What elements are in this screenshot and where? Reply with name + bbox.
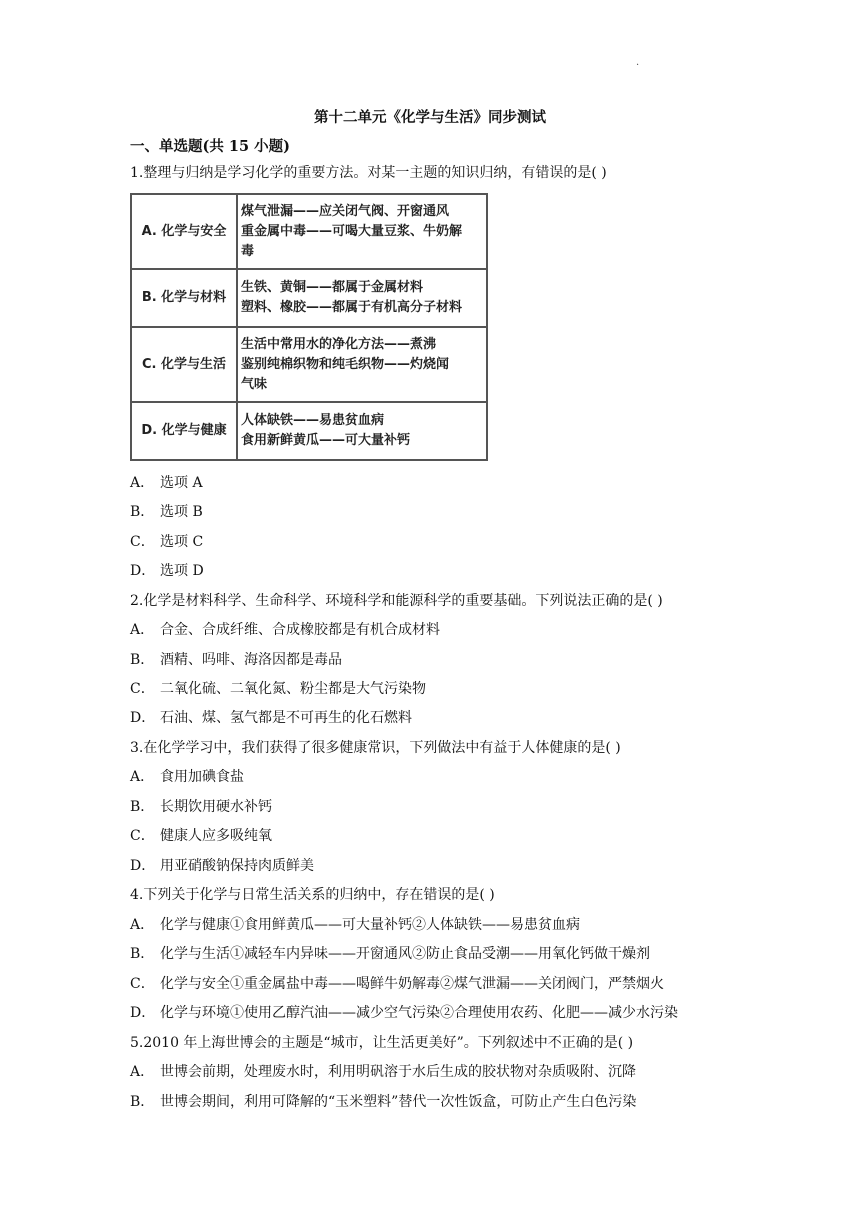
option-text: 化学与生活①减轻车内异味——开窗通风②防止食品受潮——用氧化钙做干燥剂 <box>160 946 650 962</box>
row-line: 重金属中毒——可喝大量豆浆、牛奶解 <box>241 223 463 239</box>
option-text: 选项 A <box>160 475 203 491</box>
corner-mark: · <box>636 60 640 71</box>
option-text: 用亚硝酸钠保持肉质鲜美 <box>160 858 314 874</box>
row-line: 煤气泄漏——应关闭气阀、开窗通风 <box>241 203 450 219</box>
question-4-stem: 4.下列关于化学与日常生活关系的归纳中，存在错误的是( ) <box>130 887 495 903</box>
option-a[interactable] <box>130 621 440 639</box>
option-d[interactable] <box>130 857 314 875</box>
option-label: C． <box>130 976 155 992</box>
option-c[interactable] <box>130 975 664 993</box>
question-1-stem: 1.整理与归纳是学习化学的重要方法。对某一主题的知识归纳，有错误的是( ) <box>130 165 607 181</box>
option-b[interactable] <box>130 798 272 816</box>
option-text: 健康人应多吸纯氧 <box>160 828 272 844</box>
option-b[interactable] <box>130 1093 636 1111</box>
option-label: A． <box>130 769 155 785</box>
option-b[interactable] <box>130 945 650 963</box>
option-text: 食用加碘食盐 <box>160 769 244 785</box>
question-3-stem: 3.在化学学习中，我们获得了很多健康常识，下列做法中有益于人体健康的是( ) <box>130 740 621 756</box>
question-5-stem: 5.2010 年上海世博会的主题是“城市，让生活更美好”。下列叙述中不正确的是( ) <box>130 1035 634 1051</box>
row-line: 气味 <box>241 376 268 392</box>
option-d[interactable] <box>130 709 412 727</box>
row-line: 生铁、黄铜——都属于金属材料 <box>241 280 424 295</box>
option-d[interactable] <box>130 1004 678 1022</box>
option-text: 世博会期间，利用可降解的“玉米塑料”替代一次性饭盒，可防止产生白色污染 <box>160 1094 637 1110</box>
row-content <box>237 402 487 460</box>
option-text: 化学与安全①重金属盐中毒——喝鲜牛奶解毒②煤气泄漏——关闭阀门，严禁烟火 <box>160 976 664 992</box>
option-label: B． <box>130 1094 155 1110</box>
option-text: 石油、煤、氢气都是不可再生的化石燃料 <box>160 710 412 726</box>
table-row <box>131 194 487 269</box>
option-label: C． <box>130 681 155 697</box>
option-text: 化学与环境①使用乙醇汽油——减少空气污染②合理使用农药、化肥——减少水污染 <box>160 1005 678 1021</box>
option-b[interactable] <box>130 651 342 669</box>
option-label: B． <box>130 799 155 815</box>
option-label: B． <box>130 652 155 668</box>
option-d[interactable] <box>130 562 204 580</box>
option-a[interactable] <box>130 1063 636 1081</box>
option-label: D． <box>130 710 156 726</box>
option-label: A． <box>130 475 155 491</box>
row-content <box>237 327 487 402</box>
row-label: C. 化学与生活 <box>131 327 237 402</box>
table-row <box>131 402 487 460</box>
option-text: 二氧化硫、二氧化氮、粉尘都是大气污染物 <box>160 681 426 697</box>
row-label: B. 化学与材料 <box>131 269 237 327</box>
option-a[interactable] <box>130 916 580 934</box>
option-c[interactable] <box>130 827 272 845</box>
option-label: A． <box>130 1064 155 1080</box>
option-label: B． <box>130 504 155 520</box>
table-row <box>131 327 487 402</box>
option-label: A． <box>130 622 155 638</box>
row-line: 生活中常用水的净化方法——煮沸 <box>241 336 437 352</box>
option-text: 长期饮用硬水补钙 <box>160 799 272 815</box>
section-heading: 一、单选题(共 15 小题) <box>130 138 290 155</box>
option-label: C． <box>130 534 155 550</box>
option-text: 酒精、吗啡、海洛因都是毒品 <box>160 652 342 668</box>
row-line: 毒 <box>241 243 255 259</box>
option-text: 选项 B <box>160 504 203 520</box>
option-label: A． <box>130 917 155 933</box>
question-2-stem: 2.化学是材料科学、生命科学、环境科学和能源科学的重要基础。下列说法正确的是( ) <box>130 593 663 609</box>
option-text: 选项 D <box>160 563 204 579</box>
option-a[interactable] <box>130 474 203 492</box>
option-text: 世博会前期，处理废水时，利用明矾溶于水后生成的胶状物对杂质吸附、沉降 <box>160 1064 636 1080</box>
row-content <box>237 269 487 327</box>
option-label: D． <box>130 858 156 874</box>
option-a[interactable] <box>130 768 244 786</box>
option-c[interactable] <box>130 533 203 551</box>
row-label: D. 化学与健康 <box>131 402 237 460</box>
option-label: B． <box>130 946 155 962</box>
row-line: 食用新鲜黄瓜——可大量补钙 <box>241 433 411 448</box>
option-label: C． <box>130 828 155 844</box>
document-title: 第十二单元《化学与生活》同步测试 <box>314 109 546 126</box>
row-line: 鉴别纯棉织物和纯毛织物——灼烧闻 <box>241 356 450 372</box>
option-text: 化学与健康①食用鲜黄瓜——可大量补钙②人体缺铁——易患贫血病 <box>160 917 580 933</box>
option-text: 合金、合成纤维、合成橡胶都是有机合成材料 <box>160 622 440 638</box>
row-content <box>237 194 487 269</box>
row-line: 塑料、橡胶——都属于有机高分子材料 <box>241 300 463 315</box>
option-label: D． <box>130 563 156 579</box>
row-label: A. 化学与安全 <box>131 194 237 269</box>
option-c[interactable] <box>130 680 426 698</box>
option-label: D． <box>130 1005 156 1021</box>
question-1-table <box>130 193 488 461</box>
option-text: 选项 C <box>160 534 204 550</box>
table-row <box>131 269 487 327</box>
option-b[interactable] <box>130 503 203 521</box>
row-line: 人体缺铁——易患贫血病 <box>241 413 385 428</box>
